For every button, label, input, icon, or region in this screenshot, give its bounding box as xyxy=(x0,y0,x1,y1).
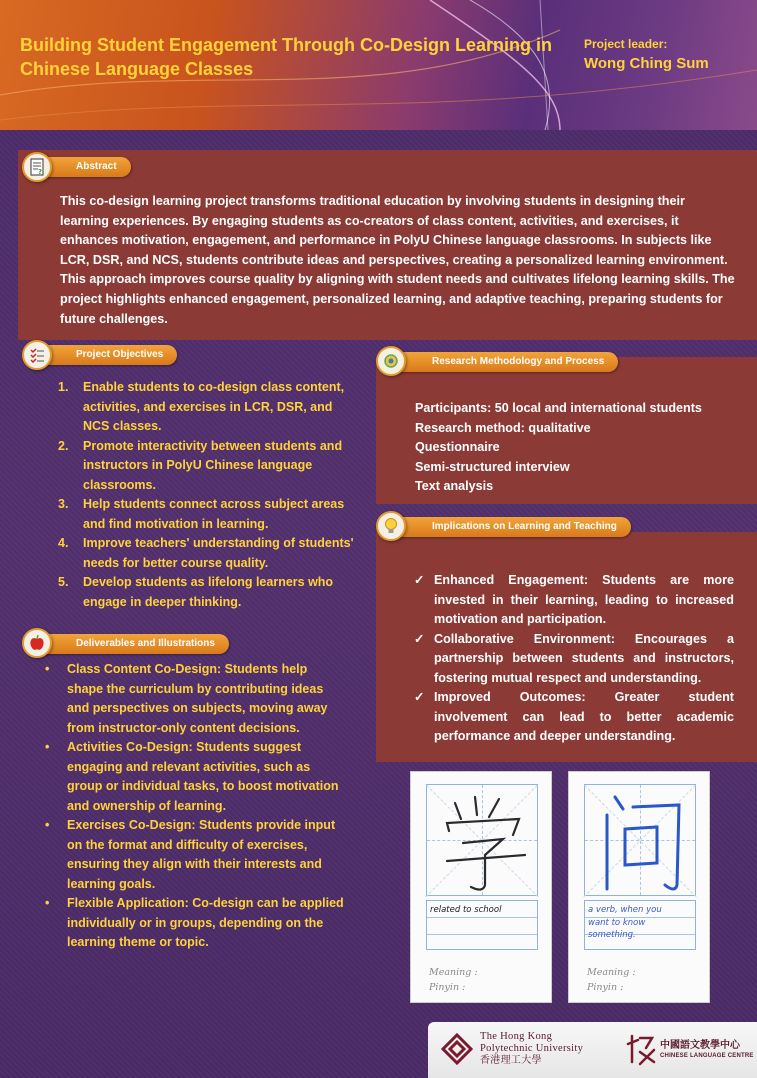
objective-number: 2. xyxy=(58,438,69,453)
research-title: Research Methodology and Process xyxy=(432,356,605,367)
research-item: Questionnaire xyxy=(415,440,500,455)
objective-number: 4. xyxy=(58,536,69,550)
deliverable-text: Exercises Co-Design: Students provide input on the format and difficulty of exercises, ensuring they align with their interests and learning goals. xyxy=(67,818,336,891)
poster-title: Building Student Engagement Through Co-Design Learning in Chinese Language Classes xyxy=(20,35,552,79)
implications-list xyxy=(414,571,734,747)
abstract-title: Abstract xyxy=(76,161,117,172)
implications-tag xyxy=(398,517,631,537)
objective-number: 5. xyxy=(58,575,69,589)
deliverable-item xyxy=(45,738,345,816)
pinyin-label: Pinyin : xyxy=(429,982,466,993)
deliverable-text: Class Content Co-Design: Students help shape the curriculum by contributing ideas and perspectives on subjects, moving away from instructor-only content decisions. xyxy=(67,662,328,735)
deliverable-text: Activities Co-Design: Students suggest engaging and relevant activities, such as group or individual tasks, to boost motivation and ownership of learning. xyxy=(67,740,339,813)
worksheet-image-2 xyxy=(568,771,710,1003)
checklist-icon xyxy=(22,340,52,370)
handwritten-character-wen xyxy=(585,785,697,897)
polyu-name-line2: Polytechnic University xyxy=(480,1043,584,1054)
svg-text:?: ? xyxy=(38,168,43,176)
checkmark-icon: ✓ xyxy=(414,631,425,646)
meaning-label: Meaning : xyxy=(429,967,478,978)
deliverables-tag xyxy=(42,634,229,654)
polyu-name-line1: The Hong Kong xyxy=(480,1031,553,1042)
bullet-icon: • xyxy=(45,818,50,832)
implication-text: Collaborative Environment: Encourages a partnership between students and instructors, fostering mutual respect and understanding. xyxy=(434,631,734,685)
implication-item xyxy=(414,688,734,747)
pinyin-label: Pinyin : xyxy=(587,982,624,993)
clc-logo-icon xyxy=(626,1032,656,1066)
deliverable-item xyxy=(45,660,345,738)
objective-item xyxy=(58,495,360,534)
magnifier-icon xyxy=(376,346,406,376)
project-leader-label: Project leader: xyxy=(584,37,668,51)
implication-item xyxy=(414,630,734,689)
abstract-text: This co-design learning project transforms traditional education by involving students in designing their learning experiences. By engaging students as co-creators of class content, activities, and exercises, it enhances motivation, engagement, and performance in PolyU Chinese language classrooms. In subjects like LCR, DSR, and NCS, students contribute ideas and perspectives, creating a personalized learning environment. This approach improves course quality by aligning with student needs and cultivates lifelong learning skills. The project highlights enhanced engagement, personalized learning, and adaptive teaching, preparing students for future challenges. xyxy=(60,194,735,326)
handwritten-note-line: a verb, when you xyxy=(588,905,662,915)
worksheet-labels xyxy=(429,965,539,995)
objectives-tag xyxy=(42,345,177,365)
objective-item xyxy=(58,437,360,496)
implications-title: Implications on Learning and Teaching xyxy=(432,521,617,532)
handwritten-character-xue xyxy=(427,785,539,897)
objective-item xyxy=(58,573,360,612)
clc-name-chinese: 中國語文教學中心 xyxy=(660,1040,740,1051)
bullet-icon: • xyxy=(45,896,50,910)
meaning-label: Meaning : xyxy=(587,967,636,978)
polyu-name-chinese: 香港理工大學 xyxy=(480,1055,542,1066)
footer-logos xyxy=(428,1022,757,1078)
lightbulb-icon xyxy=(376,511,406,541)
character-grid xyxy=(426,784,538,896)
polyu-logo-icon xyxy=(440,1032,474,1066)
poster-header xyxy=(0,0,757,130)
objective-number: 3. xyxy=(58,497,69,511)
bullet-icon: • xyxy=(45,740,50,754)
clc-name xyxy=(660,1040,754,1062)
handwritten-note: related to school xyxy=(430,905,502,915)
objective-text: Promote interactivity between students and instructors in PolyU Chinese language classrooms. xyxy=(83,438,343,492)
implication-text: Improved Outcomes: Greater student involvement can lead to better academic performance and deeper understanding. xyxy=(434,690,734,743)
objectives-list xyxy=(58,378,360,612)
document-icon xyxy=(22,152,52,182)
objective-item xyxy=(58,534,360,573)
abstract-tag xyxy=(42,157,131,177)
research-item: Participants: 50 local and international students xyxy=(415,401,702,415)
objective-text: Improve teachers' understanding of students' needs for better course quality. xyxy=(83,536,354,570)
implication-text: Enhanced Engagement: Students are more invested in their learning, leading to increased motivation and participation. xyxy=(434,573,734,626)
research-list xyxy=(415,399,745,497)
objective-text: Enable students to co-design class content, activities, and exercises in LCR, DSR, and NCS classes. xyxy=(83,380,345,433)
research-tag xyxy=(398,352,618,372)
deliverables-title: Deliverables and Illustrations xyxy=(76,638,215,649)
deliverable-item xyxy=(45,816,345,894)
deliverable-item xyxy=(45,894,345,953)
objective-text: Develop students as lifelong learners who engage in deeper thinking. xyxy=(83,575,334,609)
project-leader-name: Wong Ching Sum xyxy=(584,55,709,72)
implication-item xyxy=(414,571,734,630)
apple-icon xyxy=(22,628,52,658)
objectives-title: Project Objectives xyxy=(76,349,164,360)
bullet-icon: • xyxy=(45,662,50,676)
polyu-name xyxy=(480,1031,583,1067)
handwritten-note-line: something. xyxy=(588,930,636,940)
checkmark-icon: ✓ xyxy=(414,573,425,587)
research-item: Semi-structured interview xyxy=(415,459,570,474)
character-grid xyxy=(584,784,696,896)
clc-name-english: CHINESE LANGUAGE CENTRE xyxy=(660,1053,754,1059)
research-item: Text analysis xyxy=(415,479,494,494)
research-item: Research method: qualitative xyxy=(415,420,591,435)
handwritten-note xyxy=(588,904,694,942)
handwritten-note-line: want to know xyxy=(588,917,646,928)
worksheet-labels xyxy=(587,965,697,995)
objective-item xyxy=(58,378,360,437)
objective-text: Help students connect across subject areas and find motivation in learning. xyxy=(83,497,345,531)
worksheet-image-1 xyxy=(410,771,552,1003)
deliverable-text: Flexible Application: Co-design can be applied individually or in groups, depending on the learning theme or topic. xyxy=(67,896,344,949)
checkmark-icon: ✓ xyxy=(414,690,425,704)
objective-number: 1. xyxy=(58,380,69,394)
deliverables-list xyxy=(45,660,345,953)
